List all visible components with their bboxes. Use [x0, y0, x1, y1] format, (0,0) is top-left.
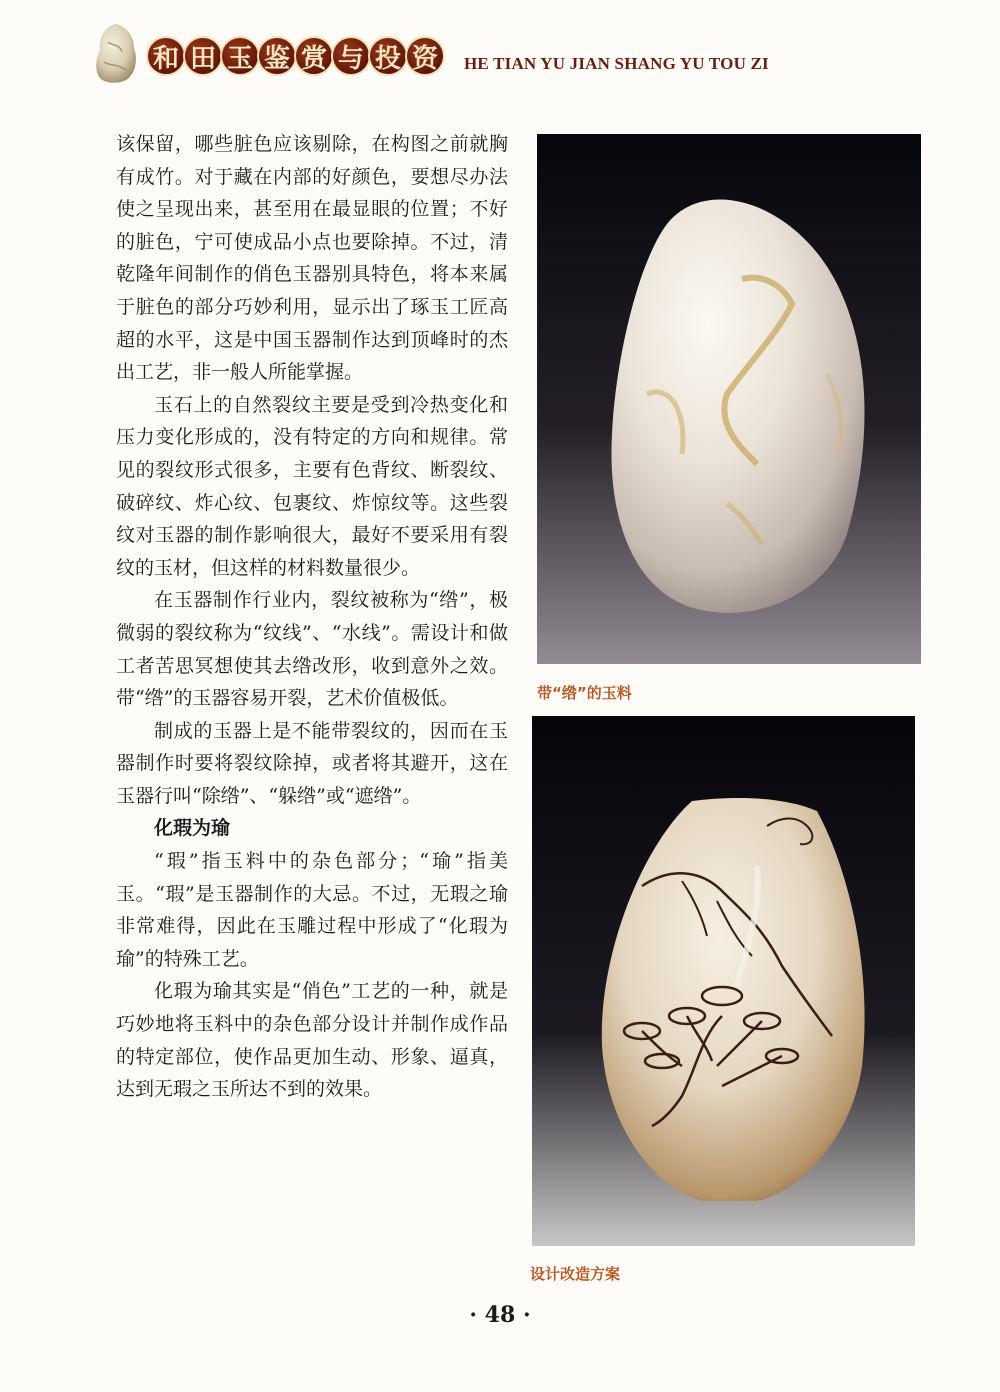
cracked-jade-pebble-image [537, 134, 921, 664]
book-title-pinyin: HE TIAN YU JIAN SHANG YU TOU ZI [464, 54, 769, 73]
title-char: 玉 [220, 36, 260, 76]
title-char: 和 [146, 36, 186, 76]
title-char: 投 [368, 36, 408, 76]
page-header [92, 20, 772, 92]
page-number: · 48 · [469, 1302, 531, 1328]
paragraph: 在玉器制作行业内，裂纹被称为“绺”，极微弱的裂纹称为“纹线”、“水线”。需设计和做工者苦思冥想使其去绺改形，收到意外之效。带“绺”的玉器容易开裂，艺术价值极低。 [116, 589, 508, 710]
jade-raw-material-photo [537, 134, 921, 664]
carved-jade-design-image [532, 716, 915, 1246]
figure-caption: 设计改造方案 [530, 1265, 621, 1283]
title-char: 与 [331, 36, 371, 76]
book-title [146, 34, 442, 78]
title-char: 赏 [294, 36, 334, 76]
paragraph: 该保留，哪些脏色应该剔除，在构图之前就胸有成竹。对于藏在内部的好颜色，要想尽办法使之呈现出来，甚至用在最显眼的位置；不好的脏色，宁可使成品小点也要除掉。不过，清乾隆年间制作的俏色玉器别具特色，将本来属于脏色的部分巧妙利用，显示出了琢玉工匠高超的水平，这是中国玉器制作达到顶峰时的杰出工艺，非一般人所能掌握。 [116, 133, 508, 384]
title-char: 田 [183, 36, 223, 76]
paragraph: 化瑕为瑜其实是“俏色”工艺的一种，就是巧妙地将玉料中的杂色部分设计并制作成作品的特定部位，使作品更加生动、形象、逼真，达到无瑕之玉所达不到的效果。 [116, 980, 508, 1101]
paragraph: “瑕”指玉料中的杂色部分；“瑜”指美玉。“瑕”是玉器制作的大忌。不过，无瑕之瑜非常难得，因此在玉雕过程中形成了“化瑕为瑜”的特殊工艺。 [116, 850, 508, 970]
body-text-column [116, 128, 508, 1106]
jade-design-photo [532, 716, 915, 1246]
paragraph: 制成的玉器上是不能带裂纹的，因而在玉器制作时要将裂纹除掉，或者将其避开，这在玉器行叫“除绺”、“躲绺”或“遮绺”。 [116, 719, 508, 807]
jade-carving-logo-icon [92, 22, 140, 84]
title-char: 资 [405, 36, 445, 76]
paragraph: 玉石上的自然裂纹主要是受到冷热变化和压力变化形成的，没有特定的方向和规律。常见的裂纹形式很多，主要有色背纹、断裂纹、破碎纹、炸心纹、包裹纹、炸惊纹等。这些裂纹对玉器的制作影响很大，最好不要采用有裂纹的玉材，但这样的材料数量很少。 [116, 393, 508, 579]
section-heading: 化瑕为瑜 [154, 817, 231, 840]
figure-caption: 带“绺”的玉料 [537, 684, 632, 702]
title-char: 鉴 [257, 36, 297, 76]
